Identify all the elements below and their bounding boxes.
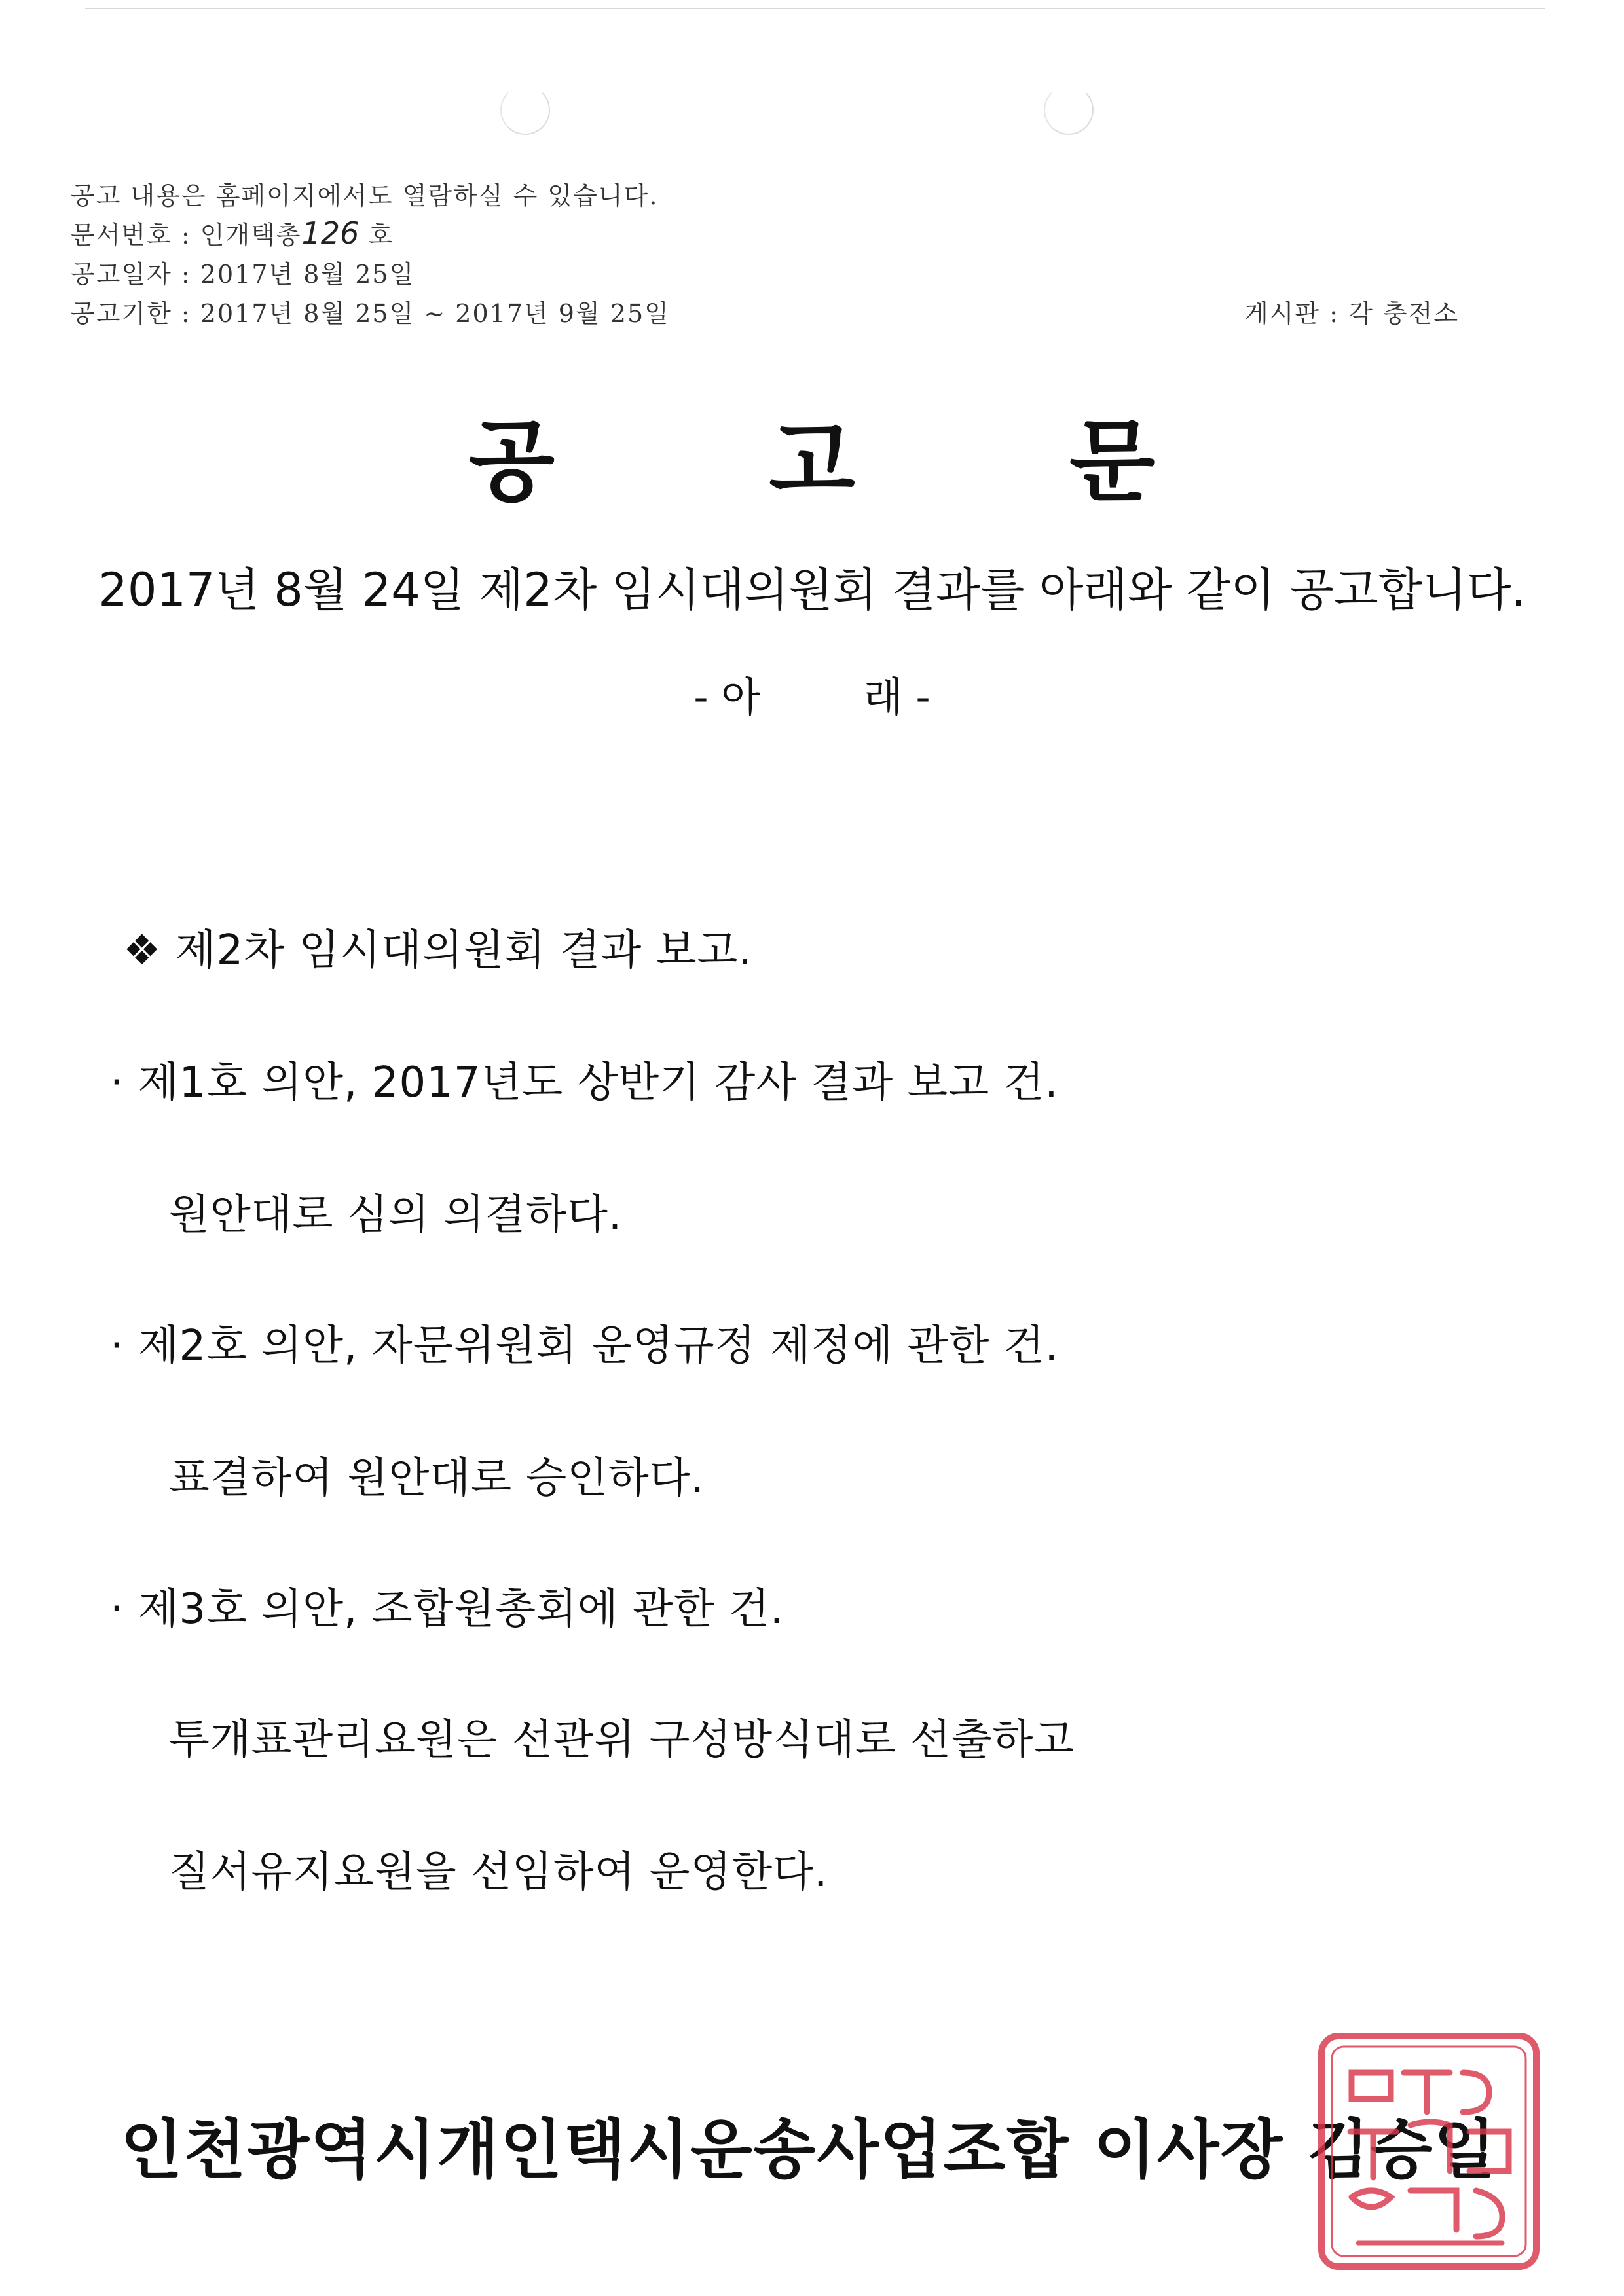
agenda-item-3-title: · 제3호 의안, 조합원총회에 관한 건.: [110, 1585, 784, 1633]
issuer-signature-line: 인천광역시개인택시운송사업조합 이사장 김승일: [120, 2113, 1498, 2187]
section-heading: ❖ 제2차 임시대의원회 결과 보고.: [123, 926, 752, 975]
agenda-item-3-result-line-2: 질서유지요원을 선임하여 운영한다.: [169, 1848, 828, 1897]
agenda-item-3-result-line-1: 투개표관리요원은 선관위 구성방식대로 선출하고: [169, 1716, 1075, 1764]
scan-edge-line: [85, 8, 1545, 9]
homepage-notice: 공고 내용은 홈페이지에서도 열람하실 수 있습니다.: [71, 181, 659, 210]
punch-hole-left: [500, 85, 550, 135]
punch-hole-right: [1044, 85, 1094, 135]
bulletin-board: 게시판 : 각 충전소: [1244, 299, 1459, 328]
announcement-period: 공고기한 : 2017년 8월 25일 ~ 2017년 9월 25일: [71, 299, 670, 328]
document-title: 공 고 문: [468, 410, 1247, 514]
below-heading: - 아 래 -: [693, 673, 931, 721]
document-number: [71, 215, 394, 251]
agenda-item-2-result: 표결하여 원안대로 승인하다.: [169, 1454, 705, 1503]
agenda-item-1-result: 원안대로 심의 의결하다.: [169, 1191, 623, 1239]
document-number-suffix: 호: [359, 221, 394, 249]
document-number-handwritten: 126: [301, 215, 360, 251]
document-number-label: 문서번호 : 인개택총: [71, 221, 302, 249]
document-subtitle: 2017년 8월 24일 제2차 임시대의원회 결과를 아래와 같이 공고합니다.: [98, 563, 1526, 617]
agenda-item-1-title: · 제1호 의안, 2017년도 상반기 감사 결과 보고 건.: [110, 1059, 1059, 1107]
agenda-item-2-title: · 제2호 의안, 자문위원회 운영규정 제정에 관한 건.: [110, 1322, 1059, 1370]
announcement-date: 공고일자 : 2017년 8월 25일: [71, 260, 415, 289]
official-seal-stamp: [1312, 2027, 1545, 2276]
